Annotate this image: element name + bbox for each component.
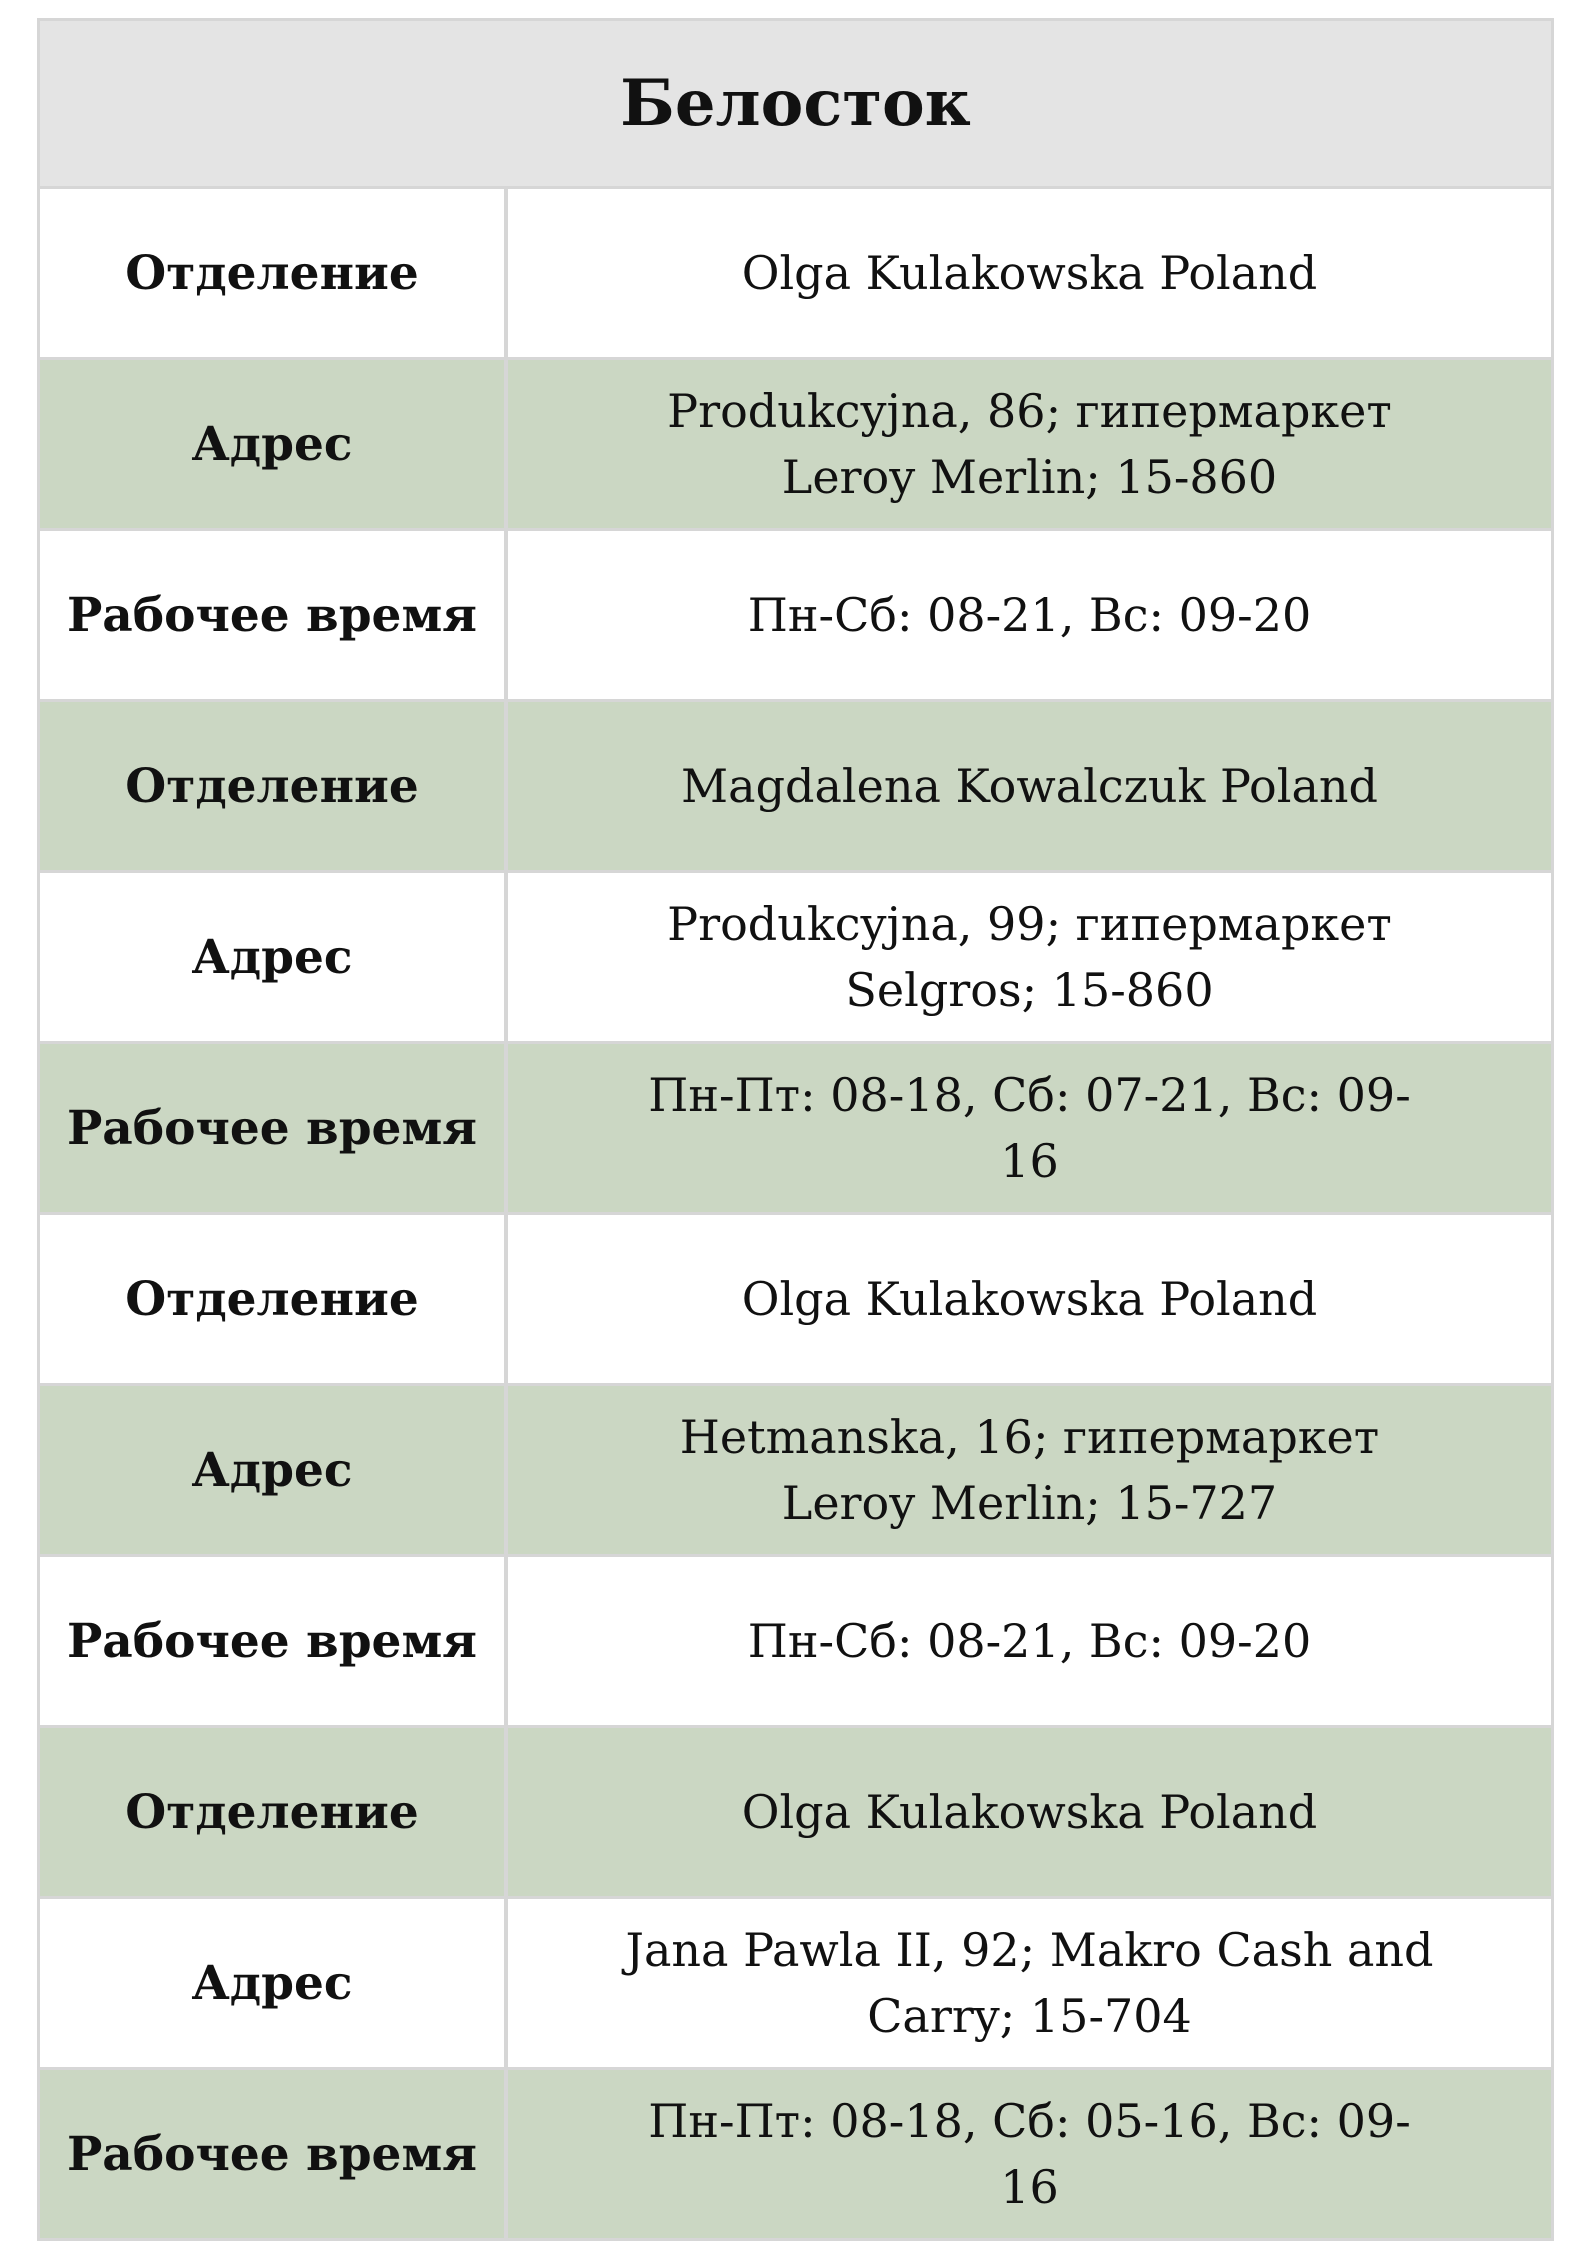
- row-value-text: Produkcyjna, 99; гипермаркет Selgros; 15-860: [667, 897, 1392, 1017]
- table-row: [40, 1044, 1551, 1215]
- row-label: Рабочее время: [40, 1557, 508, 1725]
- row-value-text: Пн-Пт: 08-18, Сб: 07-21, Вс: 09-16: [648, 1068, 1411, 1188]
- row-value: [508, 1557, 1551, 1725]
- row-value: [508, 1728, 1551, 1896]
- row-value: [508, 2070, 1551, 2238]
- row-label: Отделение: [40, 702, 508, 870]
- row-label: Отделение: [40, 1215, 508, 1383]
- row-value: [508, 1044, 1551, 1212]
- row-value-text: Jana Pawla II, 92; Makro Cash and Carry; 15-704: [625, 1923, 1434, 2043]
- row-value: [508, 1386, 1551, 1554]
- row-label: Адрес: [40, 873, 508, 1041]
- branch-table: [37, 18, 1554, 2241]
- row-value: [508, 1899, 1551, 2067]
- table-row: [40, 531, 1551, 702]
- row-value-text: Пн-Сб: 08-21, Вс: 09-20: [747, 588, 1312, 642]
- row-label: Адрес: [40, 360, 508, 528]
- row-label: Отделение: [40, 1728, 508, 1896]
- table-row: [40, 1728, 1551, 1899]
- table-title: Белосток: [40, 21, 1551, 189]
- row-value-text: Produkcyjna, 86; гипермаркет Leroy Merlin; 15-860: [667, 384, 1392, 504]
- row-value: [508, 189, 1551, 357]
- table-row: [40, 189, 1551, 360]
- row-label: Рабочее время: [40, 531, 508, 699]
- row-value: [508, 1215, 1551, 1383]
- table-row: [40, 1899, 1551, 2070]
- row-label: Адрес: [40, 1899, 508, 2067]
- row-value-text: Olga Kulakowska Poland: [741, 1785, 1318, 1839]
- table-row: [40, 1557, 1551, 1728]
- table-row: [40, 1215, 1551, 1386]
- row-value: [508, 531, 1551, 699]
- row-value-text: Hetmanska, 16; гипермаркет Leroy Merlin; 15-727: [679, 1410, 1380, 1530]
- row-value: [508, 702, 1551, 870]
- row-value-text: Magdalena Kowalczuk Poland: [681, 759, 1378, 813]
- row-value-text: Olga Kulakowska Poland: [741, 246, 1318, 300]
- row-value-text: Пн-Пт: 08-18, Сб: 05-16, Вс: 09-16: [648, 2094, 1411, 2214]
- row-value: [508, 360, 1551, 528]
- table-row: [40, 702, 1551, 873]
- table-row: [40, 2070, 1551, 2238]
- row-value-text: Olga Kulakowska Poland: [741, 1272, 1318, 1326]
- table-row: [40, 873, 1551, 1044]
- table-row: [40, 360, 1551, 531]
- row-value-text: Пн-Сб: 08-21, Вс: 09-20: [747, 1614, 1312, 1668]
- row-label: Рабочее время: [40, 1044, 508, 1212]
- row-label: Рабочее время: [40, 2070, 508, 2238]
- row-label: Адрес: [40, 1386, 508, 1554]
- row-label: Отделение: [40, 189, 508, 357]
- table-row: [40, 1386, 1551, 1557]
- row-value: [508, 873, 1551, 1041]
